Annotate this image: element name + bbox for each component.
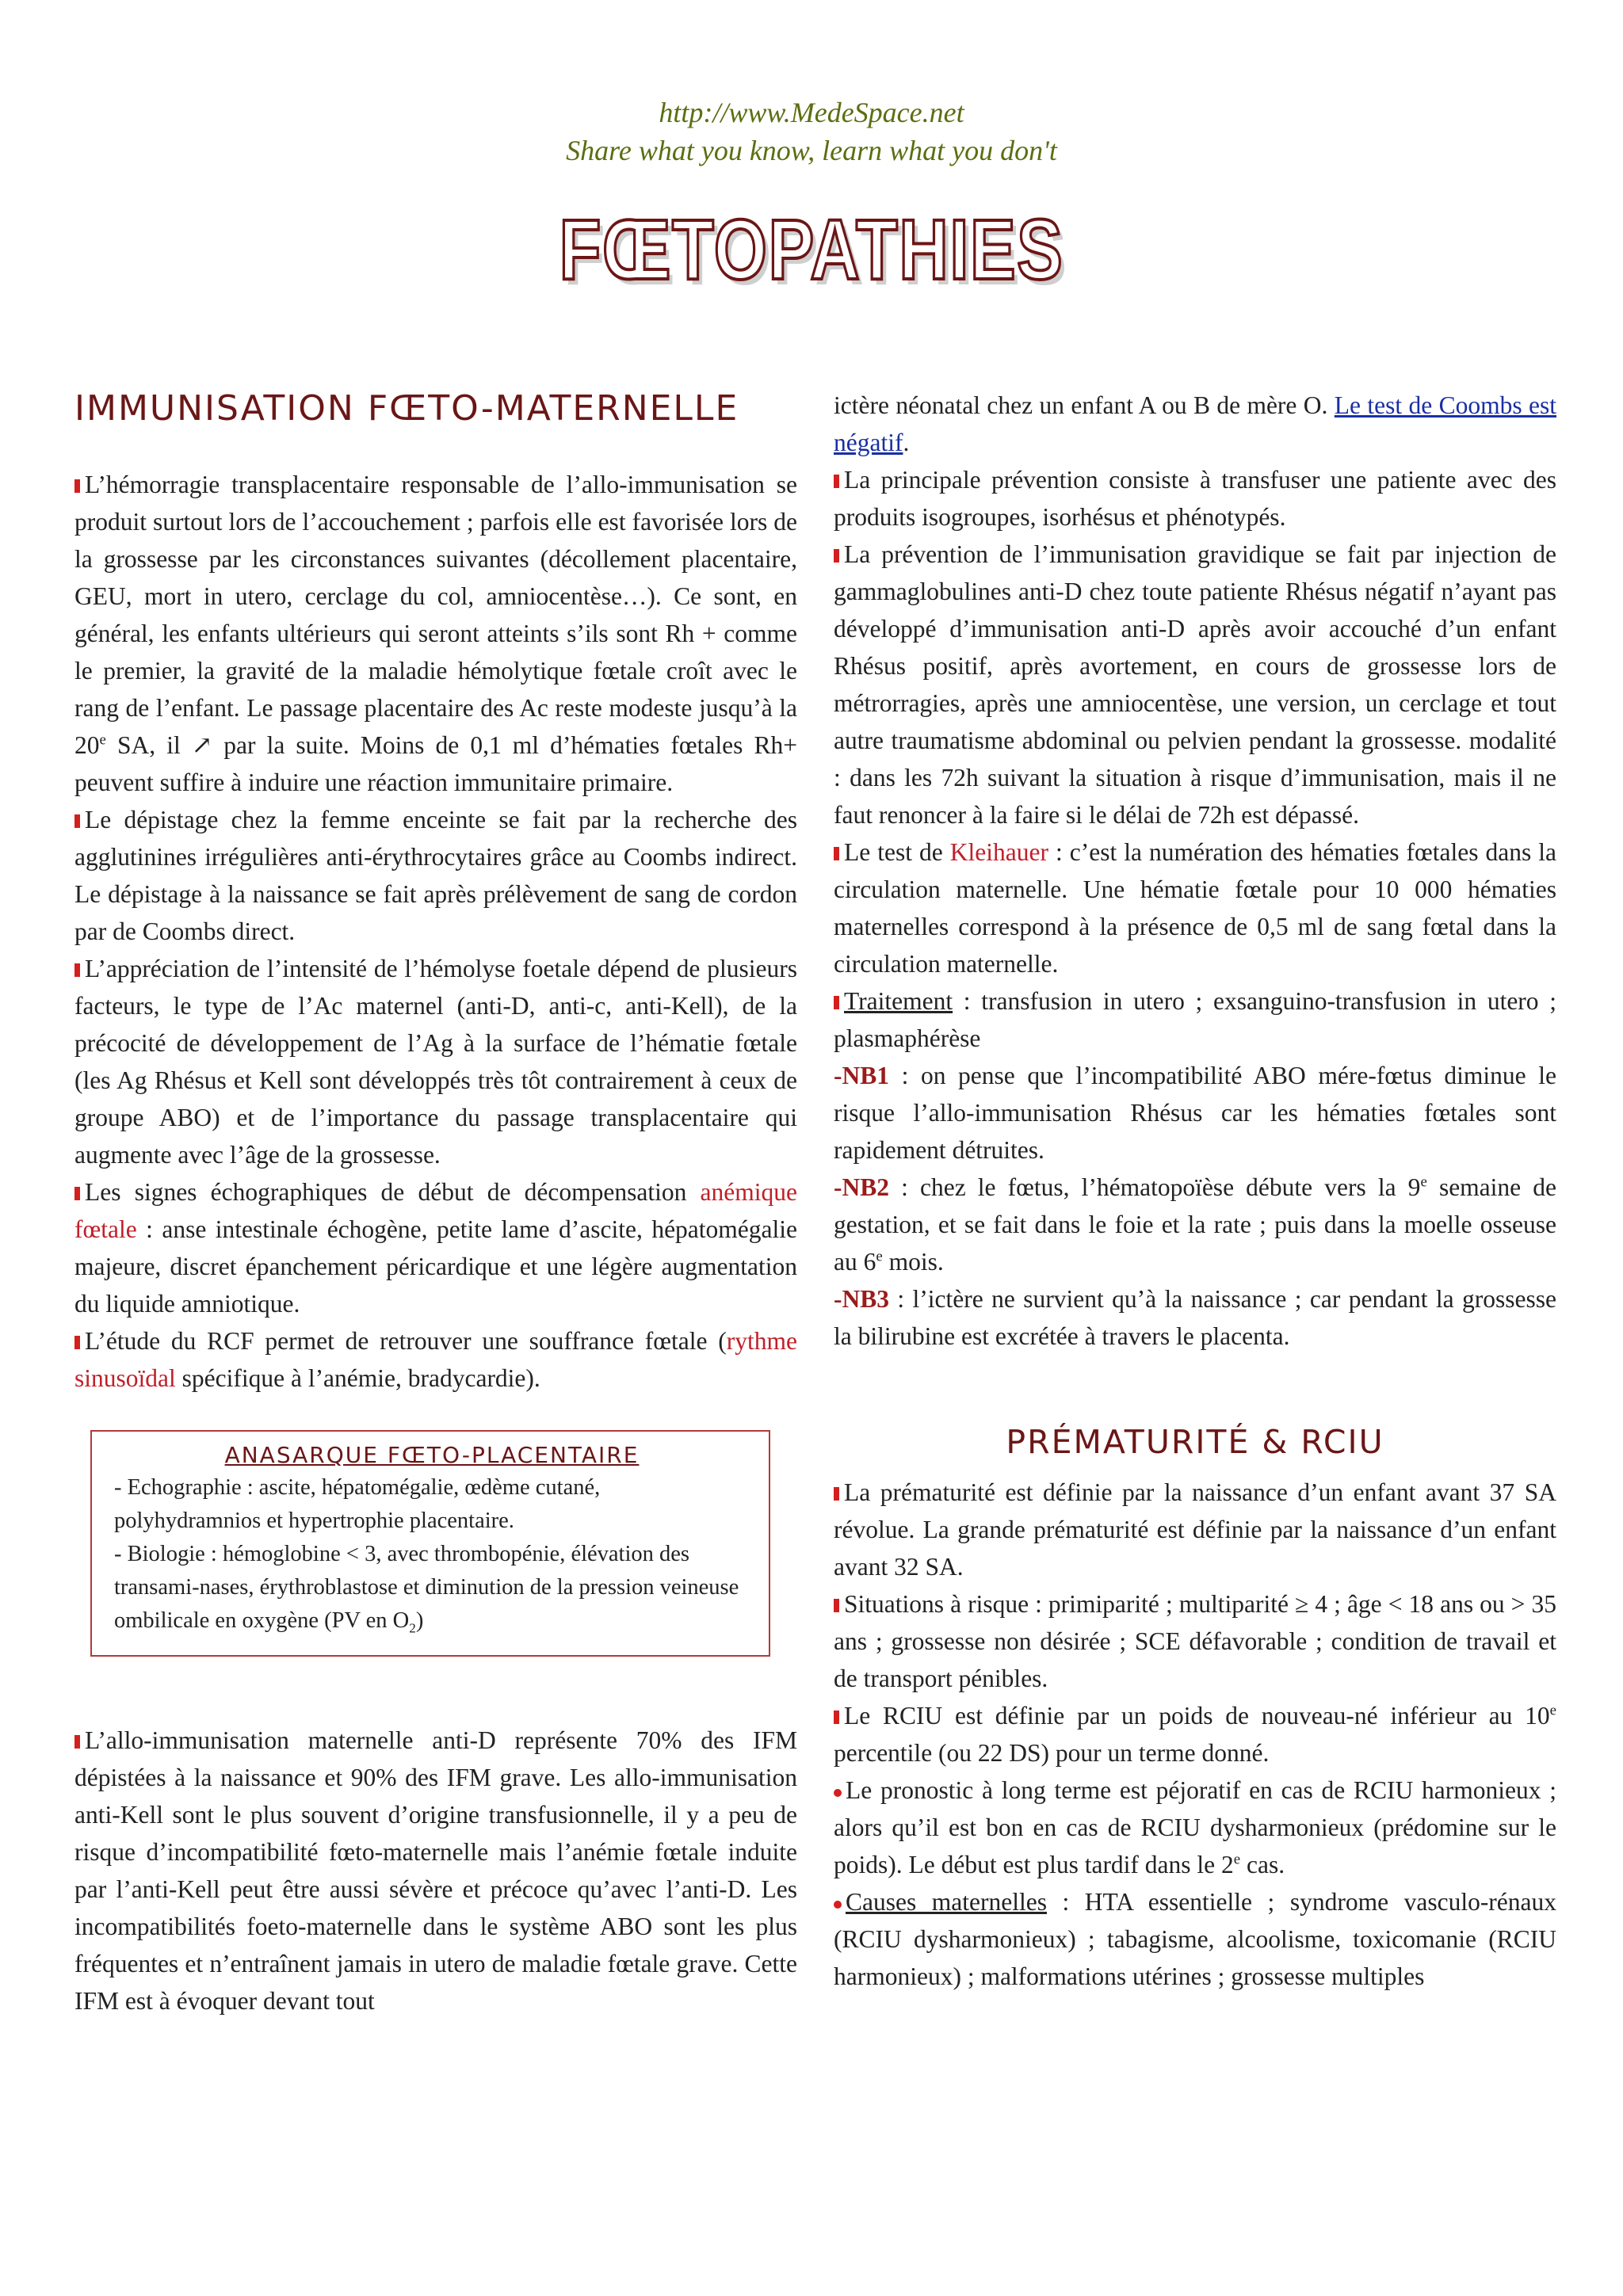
bullet-dot-icon xyxy=(834,1901,842,1909)
paragraph-causes-maternelles: Causes maternelles : HTA essentielle ; syndrome vasculo-rénaux (RCIU dysharmonieux) ; tabagisme, alcoolisme, toxicomanie (RCIU harmonieux) ; malformations utérines ; grossesse multiples xyxy=(834,1888,1557,1990)
bullet-icon xyxy=(834,1599,839,1612)
bullet-icon xyxy=(74,814,80,828)
paragraph-pronostic: Le pronostic à long terme est péjoratif en cas de RCIU harmonieux ; alors qu’il est bon en cas de RCIU dysharmonieux (prédomine sur le poids). Le début est plus tardif dans le 2e cas. xyxy=(834,1776,1556,1878)
box-echographie: - Echographie : ascite, hépatomégalie, œdème cutané, polyhydramnios et hypertrophie placentaire. xyxy=(114,1475,601,1533)
bullet-icon xyxy=(74,1187,80,1200)
paragraph-allo-immunisation: L’allo-immunisation maternelle anti-D représente 70% des IFM dépistées à la naissance et 90% des IFM grave. Les allo-immunisation anti-Kell sont le plus souvent d’origine transfusionnelle, il y a peu de risque d’incompatibilité fœto-maternelle mais l’anémie fœtale induite par l’anti-Kell peut être aussi sévère et précoce qu’avec l’anti-D. Les incompatibilités foeto-maternelle dans le système ABO sont les plus fréquentes et n’entraînent jamais in utero de maladie fœtale grave. Cette IFM est à évoquer devant tout xyxy=(74,1726,797,2015)
traitement-label: Traitement xyxy=(844,987,953,1015)
paragraph-prevention: La principale prévention consiste à transfuser une patiente avec des produits isogroupes, isorhésus et phénotypés. xyxy=(834,466,1556,531)
left-column xyxy=(74,387,797,2019)
paragraph-situations-risque: Situations à risque : primiparité ; multiparité ≥ 4 ; âge < 18 ans ou > 35 ans ; grossesse non désirée ; SCE défavorable ; condition de travail et de transport pénibles. xyxy=(834,1590,1556,1692)
bullet-icon xyxy=(74,1735,80,1749)
bullet-icon xyxy=(834,996,839,1009)
paragraph-rcf: L’étude du RCF permet de retrouver une souffrance fœtale (rythme sinusoïdal spécifique à l’anémie, bradycardie). xyxy=(74,1327,797,1392)
causes-maternelles-label: Causes maternelles xyxy=(846,1888,1047,1916)
box-biologie: - Biologie : hémoglobine < 3, avec thrombopénie, élévation des transami-nases, érythroblastose et diminution de la pression veineuse ombilicale en oxygène (PV en $O_2$) xyxy=(114,1542,739,1636)
paragraph-signes-echo: Les signes échographiques de début de décompensation anémique fœtale : anse intestinale échogène, petite lame d’ascite, hépatomégalie majeure, discret épanchement péricardique et une légère augmentation du liquide amniotique. xyxy=(74,1178,797,1318)
nb2-label: -NB2 xyxy=(834,1173,889,1201)
bullet-icon xyxy=(74,963,80,977)
note-nb1: -NB1 : on pense que l’incompatibilité ABO mére-fœtus diminue le risque l’allo-immunisation Rhésus car les hématies fœtales sont rapidement détruites. xyxy=(834,1062,1556,1164)
anasarque-box xyxy=(90,1430,770,1657)
bullet-icon xyxy=(834,847,839,860)
section-heading-prematurite: PRÉMATURITÉ & RCIU xyxy=(1006,1423,1384,1461)
bullet-icon xyxy=(834,549,839,563)
paragraph-appreciation: L’appréciation de l’intensité de l’hémolyse foetale dépend de plusieurs facteurs, le type de l’Ac maternel (anti-D, anti-c, anti-Kell), de la précocité de développement de l’Ag à la surface de l’hématie fœtale (les Ag Rhésus et Kell sont développés très tôt contrairement à ceux de groupe ABO) et de l’importance du passage transplacentaire qui augmente avec l’âge de la grossesse. xyxy=(74,955,797,1169)
highlight-kleihauer: Kleihauer xyxy=(949,838,1048,866)
coombs-link[interactable]: Le test de Coombs est négatif xyxy=(834,391,1556,456)
highlight-rythme: rythme sinusoïdal xyxy=(74,1327,797,1392)
paragraph-kleihauer: Le test de Kleihauer : c’est la numération des hématies fœtales dans la circulation maternelle. Une hématie fœtale pour 10 000 hématies maternelles correspond à la présence de 0,5 ml de sang fœtal dans la circulation maternelle. xyxy=(834,838,1556,978)
note-nb2: -NB2 : chez le fœtus, l’hématopoïèse débute vers la 9e semaine de gestation, et se fait dans le foie et la rate ; puis dans la moelle osseuse au 6e mois. xyxy=(834,1173,1556,1276)
paragraph-traitement: Traitement : transfusion in utero ; exsanguino-transfusion in utero ; plasmaphérèse xyxy=(834,987,1556,1052)
paragraph-depistage: Le dépistage chez la femme enceinte se fait par la recherche des agglutinines irrégulières anti-érythrocytaires grâce au Coombs indirect. Le dépistage à la naissance se fait après prélèvement de sang de cordon par de Coombs direct. xyxy=(74,806,797,945)
nb1-label: -NB1 xyxy=(834,1062,889,1089)
paragraph-rciu-definition: Le RCIU est définie par un poids de nouveau-né inférieur au 10e percentile (ou 22 DS) pour un terme donné. xyxy=(834,1702,1556,1767)
bullet-icon xyxy=(834,475,839,488)
bullet-dot-icon xyxy=(834,1789,842,1797)
paragraph-hemorragie: L’hémorragie transplacentaire responsable de l’allo-immunisation se produit surtout lors de l’accouchement ; parfois elle est favorisée lors de la grossesse par les circonstances suivantes (décollement placentaire, GEU, mort in utero, cerclage du col, amniocentèse…). Ce sont, en général, les enfants ultérieurs qui seront atteints s’ils sont Rh + comme le premier, la gravité de la maladie hémolytique fœtale croît avec le rang de l’enfant. Le passage placentaire des Ac reste modeste jusqu’à la 20e SA, il ↗ par la suite. Moins de 0,1 ml d’hématies fœtales Rh+ peuvent suffire à induire une réaction immunitaire primaire. xyxy=(74,471,797,796)
highlight-anemique: anémique fœtale xyxy=(74,1178,797,1243)
page-title: FŒTOPATHIES xyxy=(559,201,1064,297)
bullet-icon xyxy=(834,1711,839,1724)
nb3-label: -NB3 xyxy=(834,1285,889,1313)
site-header xyxy=(0,93,1623,170)
paragraph-prematurite: La prématurité est définie par la naissance d’un enfant avant 37 SA révolue. La grande prématurité est définie par la naissance d’un enfant avant 32 SA. xyxy=(834,1478,1556,1581)
paragraph-ictere: ictère néonatal chez un enfant A ou B de mère O. Le test de Coombs est négatif. xyxy=(834,391,1556,456)
bullet-icon xyxy=(74,479,80,493)
paragraph-prevention-gravidique: La prévention de l’immunisation gravidique se fait par injection de gammaglobulines anti-D chez toute patiente Rhésus négatif n’ayant pas développé d’immunisation anti-D après avoir accouché d’un enfant Rhésus positif, après avortement, en cours de grossesse lors de métrorragies, après une amniocentèse, une version, un cerclage et tout autre traumatisme abdominal ou pelvien pendant la grossesse. modalité : dans les 72h suivant la situation à risque d’immunisation, mais il ne faut renoncer à la faire si le délai de 72h est dépassé. xyxy=(834,540,1556,829)
site-url[interactable]: http://www.MedeSpace.net xyxy=(659,97,964,128)
bullet-icon xyxy=(834,1487,839,1501)
bullet-icon xyxy=(74,1336,80,1349)
note-nb3: -NB3 : l’ictère ne survient qu’à la naissance ; car pendant la grossesse la bilirubine est excrétée à travers le placenta. xyxy=(834,1285,1556,1350)
right-column xyxy=(834,387,1556,1995)
box-title: ANASARQUE FŒTO-PLACENTAIRE xyxy=(224,1442,640,1468)
section-heading-immunisation: IMMUNISATION FŒTO-MATERNELLE xyxy=(74,388,739,429)
site-slogan: Share what you know, learn what you don't xyxy=(566,135,1057,166)
